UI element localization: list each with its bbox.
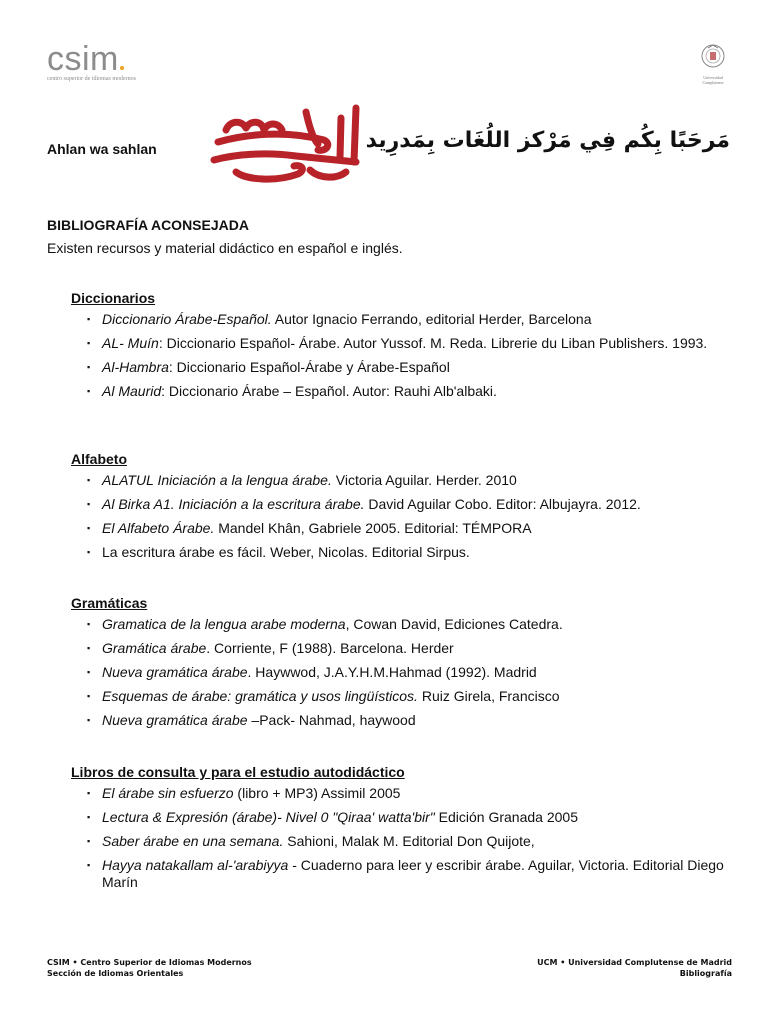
section-gramaticas (71, 594, 741, 736)
footer-left-line1: CSIM • Centro Superior de Idiomas Modernos (47, 958, 252, 967)
section-heading: Gramáticas (71, 595, 148, 611)
seal-caption: Universidad Complutense (702, 75, 724, 85)
list-item: ▪ Al Maurid: Diccionario Árabe – Español. Autor: Rauhi Alb'albaki. (87, 383, 497, 399)
bullet-icon: ▪ (87, 523, 91, 533)
list-item: ▪ Al Birka A1. Iniciación a la escritura árabe. David Aguilar Cobo. Editor: Albujayra. 2012. (87, 496, 641, 512)
bullet-icon: ▪ (87, 475, 91, 485)
bullet-icon: ▪ (87, 619, 91, 629)
bullet-icon: ▪ (87, 499, 91, 509)
section-heading: Libros de consulta y para el estudio autodidáctico (71, 764, 405, 780)
list-item: ▪ Gramática árabe. Corriente, F (1988). Barcelona. Herder (87, 640, 454, 656)
bullet-icon: ▪ (87, 860, 91, 870)
intro-text: Existen recursos y material didáctico en español e inglés. (47, 240, 403, 256)
arabic-welcome-text: مَرحَبًا بِكُم فِي مَرْكز اللُغَات بِمَدرِيد (365, 128, 730, 153)
list-item: ▪ Diccionario Árabe-Español. Autor Ignacio Ferrando, editorial Herder, Barcelona (87, 311, 592, 327)
list-item: ▪ Gramatica de la lengua arabe moderna, Cowan David, Ediciones Catedra. (87, 616, 563, 632)
bullet-icon: ▪ (87, 643, 91, 653)
bullet-icon: ▪ (87, 836, 91, 846)
list-item: ▪ Lectura & Expresión (árabe)- Nivel 0 "Qiraa' watta'bir" Edición Granada 2005 (87, 809, 578, 825)
list-item: ▪ La escritura árabe es fácil. Weber, Nicolas. Editorial Sirpus. (87, 544, 470, 560)
list-item: ▪ Hayya natakallam al-'arabiyya - Cuaderno para leer y escribir árabe. Aguilar, Victoria. Editorial Diego Marín (87, 857, 724, 890)
bullet-icon: ▪ (87, 362, 91, 372)
list-item: ▪ ALATUL Iniciación a la lengua árabe. Victoria Aguilar. Herder. 2010 (87, 472, 517, 488)
bullet-icon: ▪ (87, 667, 91, 677)
bullet-icon: ▪ (87, 715, 91, 725)
footer-right-line2: Bibliografía (679, 969, 732, 978)
footer-left (47, 957, 252, 979)
greeting-text: Ahlan wa sahlan (47, 141, 157, 157)
logo-dot-icon (120, 66, 124, 70)
bullet-icon: ▪ (87, 314, 91, 324)
list-item: ▪ Al-Hambra: Diccionario Español-Árabe y Árabe-Español (87, 359, 450, 375)
ucm-seal (696, 42, 730, 85)
ahlan-calligraphy-image (206, 100, 376, 190)
calligraphy-icon (206, 100, 376, 190)
csim-logo (47, 40, 136, 82)
bullet-icon: ▪ (87, 338, 91, 348)
footer-left-line2: Sección de Idiomas Orientales (47, 969, 184, 978)
csim-logo-subtitle: centro superior de idiomas modernos (47, 76, 136, 82)
section-libros-consulta (71, 763, 741, 898)
list-item: ▪ Nueva gramática árabe. Haywwod, J.A.Y.H.M.Hahmad (1992). Madrid (87, 664, 537, 680)
bullet-icon: ▪ (87, 386, 91, 396)
csim-logo-text: csim (47, 40, 119, 78)
bullet-icon: ▪ (87, 812, 91, 822)
list-item: ▪ El árabe sin esfuerzo (libro + MP3) Assimil 2005 (87, 785, 401, 801)
footer-right-line1: UCM • Universidad Complutense de Madrid (537, 958, 732, 967)
university-seal-icon (696, 42, 730, 70)
list-item: ▪ El Alfabeto Árabe. Mandel Khân, Gabriele 2005. Editorial: TÉMPORA (87, 520, 532, 536)
section-heading: Diccionarios (71, 290, 156, 306)
list-item: ▪ AL- Muín: Diccionario Español- Árabe. Autor Yussof. M. Reda. Librerie du Liban Publishers. 1993. (87, 335, 708, 351)
list-item: ▪ Nueva gramática árabe –Pack- Nahmad, haywood (87, 712, 416, 728)
list-item: ▪ Esquemas de árabe: gramática y usos lingüísticos. Ruiz Girela, Francisco (87, 688, 560, 704)
section-diccionarios (71, 289, 741, 407)
bullet-icon: ▪ (87, 691, 91, 701)
section-heading: Alfabeto (71, 451, 127, 467)
list-item: ▪ Saber árabe en una semana. Sahioni, Malak M. Editorial Don Quijote, (87, 833, 535, 849)
page-title: BIBLIOGRAFÍA ACONSEJADA (47, 217, 249, 233)
footer-right (537, 957, 732, 979)
section-alfabeto (71, 450, 741, 568)
bullet-icon: ▪ (87, 547, 91, 557)
bullet-icon: ▪ (87, 788, 91, 798)
